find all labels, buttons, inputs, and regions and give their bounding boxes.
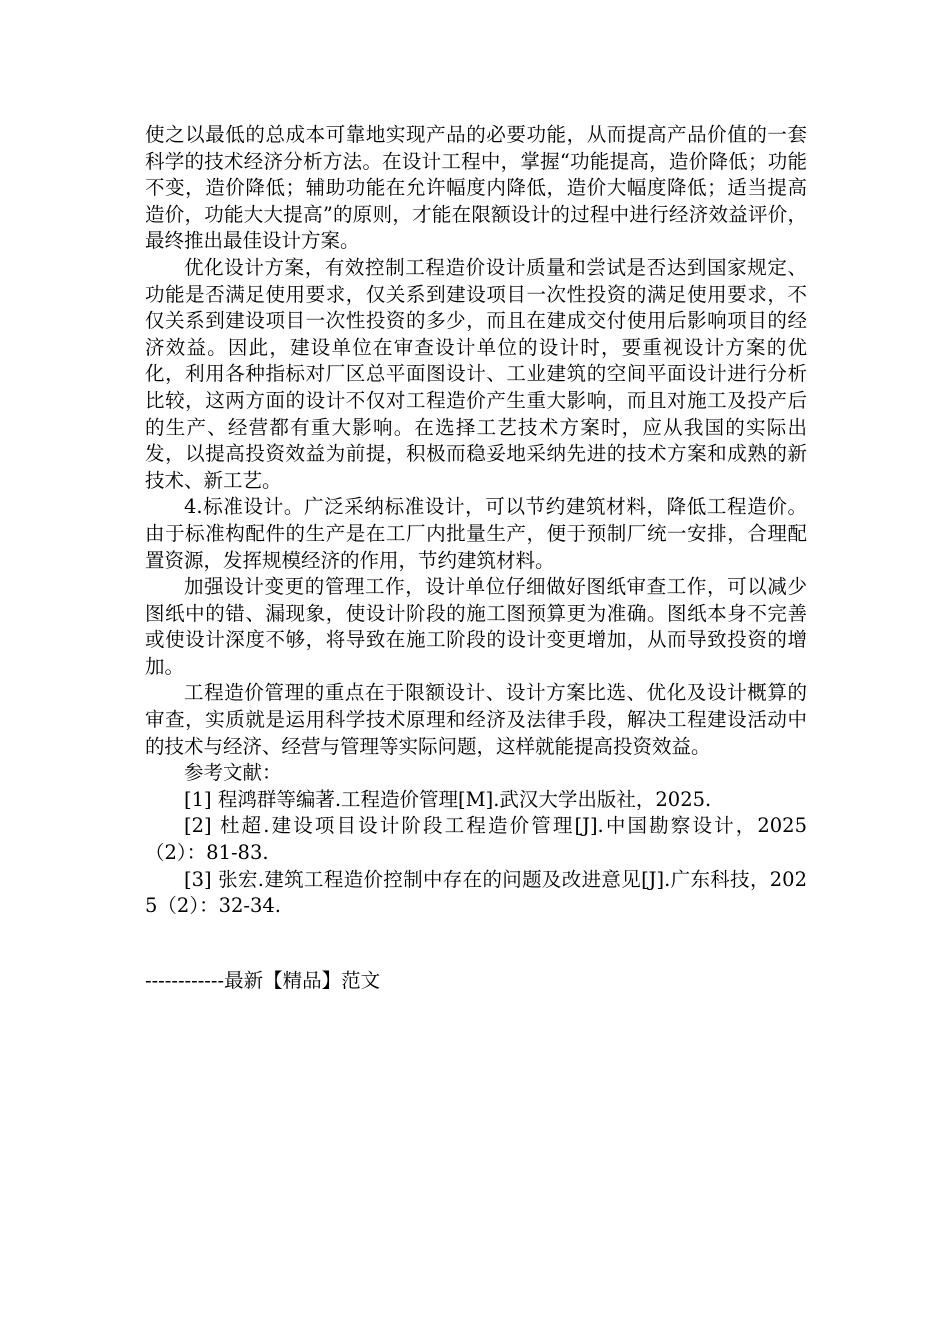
footer-text: ------------最新【精品】范文 xyxy=(145,969,381,992)
references-title: 参考文献： xyxy=(184,761,282,785)
reference-item-1: [1] 程鸿群等编著.工程造价管理[M].武汉大学出版社，2025. xyxy=(184,787,712,811)
paragraph-value-engineering: 使之以最低的总成本可靠地实现产品的必要功能，从而提高产品价值的一套科学的技术经济分析方法。在设计工程中，掌握“功能提高，造价降低；功能不变，造价降低；辅助功能在允许幅度内降低，造价大幅度降低；适当提高造价，功能大大提高”的原则，才能在限额设计的过程中进行经济效益评价，最终推出最佳设计方案。 xyxy=(145,123,807,253)
paragraph-standard-design: 4.标准设计。广泛采纳标准设计，可以节约建筑材料，降低工程造价。由于标准构配件的生产是在工厂内批量生产，便于预制厂统一安排，合理配置资源，发挥规模经济的作用，节约建筑材料。 xyxy=(145,495,807,572)
paragraph-cost-management: 工程造价管理的重点在于限额设计、设计方案比选、优化及设计概算的审查，实质就是运用科学技术原理和经济及法律手段，解决工程建设活动中的技术与经济、经营与管理等实际问题，这样就能提高投资效益。 xyxy=(145,681,807,758)
paragraph-design-change: 加强设计变更的管理工作，设计单位仔细做好图纸审查工作，可以减少图纸中的错、漏现象，使设计阶段的施工图预算更为准确。图纸本身不完善或使设计深度不够，将导致在施工阶段的设计变更增加，从而导致投资的增加。 xyxy=(145,575,807,678)
reference-item-2: [2] 杜超.建设项目设计阶段工程造价管理[J].中国勘察设计，2025（2）：81-83. xyxy=(145,814,807,865)
document-body xyxy=(145,122,807,920)
paragraph-optimize-design: 优化设计方案，有效控制工程造价设计质量和尝试是否达到国家规定、功能是否满足使用要求，仅关系到建设项目一次性投资的满足使用要求，不仅关系到建设项目一次性投资的多少，而且在建成交付使用后影响项目的经济效益。因此，建设单位在审查设计单位的设计时，要重视设计方案的优化，利用各种指标对厂区总平面图设计、工业建筑的空间平面设计进行分析比较，这两方面的设计不仅对工程造价产生重大影响，而且对施工及投产后的生产、经营都有重大影响。在选择工艺技术方案时，应从我国的实际出发，以提高投资效益为前提，积极而稳妥地采纳先进的技术方案和成熟的新技术、新工艺。 xyxy=(145,255,807,492)
reference-item-3: [3] 张宏.建筑工程造价控制中存在的问题及改进意见[J].广东科技，2025（2）：32-34. xyxy=(145,867,807,918)
